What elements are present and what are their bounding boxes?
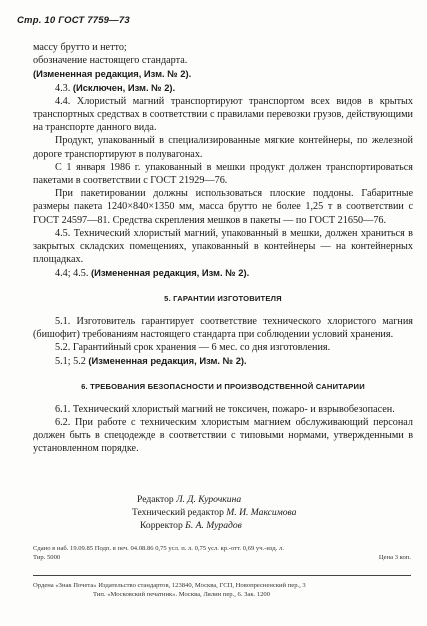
credit-editor: [132, 493, 362, 506]
document-body: [33, 41, 413, 456]
section-6-title: 6. ТРЕБОВАНИЯ БЕЗОПАСНОСТИ И ПРОИЗВОДСТВЕННОЙ САНИТАРИИ: [81, 381, 365, 391]
marking-line-gross-net: массу брутто и нетто;: [33, 42, 127, 53]
credit-proofreader: [132, 519, 362, 532]
revision-note-2-text: (Измененная редакция, Изм. № 2).: [90, 267, 250, 279]
imprint-dates: Сдано в наб. 19.09.85 Подп. в печ. 04.08.86 0,75 усл. п. л. 0,75 усл. кр.-отт. 0,69 уч.-изд. л.: [33, 545, 284, 552]
revision-note-3-text: (Измененная редакция, Изм. № 2).: [88, 355, 247, 367]
credit-tech-editor-name: М. И. Максимова: [226, 507, 297, 518]
revision-note-2: [33, 266, 413, 280]
revision-note-3: [33, 354, 413, 368]
credit-proofreader-role: Корректор: [140, 520, 183, 531]
page-header: Стр. 10 ГОСТ 7759—73: [17, 15, 130, 26]
clause-4-3-text: (Исключен, Изм. № 2).: [72, 81, 176, 93]
imprint-row-circulation: [33, 554, 411, 563]
publisher-line: Ордена «Знак Почета» Издательство стандартов, 123840, Москва, ГСП, Новопресненский пер., 3: [33, 582, 306, 589]
print-imprint: [33, 545, 411, 562]
editorial-credits: [132, 493, 362, 532]
credit-tech-editor-role: Технический редактор: [132, 507, 224, 518]
section-5-title: 5. ГАРАНТИИ ИЗГОТОВИТЕЛЯ: [164, 293, 282, 303]
publisher-info: [33, 581, 413, 599]
credit-editor-role: Редактор: [137, 494, 174, 505]
clause-5-2: 5.2. Гарантийный срок хранения — 6 мес. со дня изготовления.: [55, 342, 331, 354]
imprint-divider: [33, 575, 411, 576]
credit-tech-editor: [132, 506, 362, 519]
paragraph-containers: Продукт, упакованный в специализированные мягкие контейнеры, по железной дороге транспортируют в полувагонах.: [33, 135, 413, 160]
clause-6-2: 6.2. При работе с техническим хлористым магнием обслуживающий персонал должен быть в спецодежде в соответствии с типовыми нормами, утвержденными в установленном порядке.: [33, 417, 413, 455]
imprint-price: Цена 3 коп.: [378, 553, 411, 561]
revision-note-1: (Измененная редакция, Изм. № 2).: [33, 68, 192, 80]
printer-line: Тип. «Московский печатник». Москва, Лялин пер., 6. Зак. 1200: [93, 591, 271, 598]
imprint-row-dates: [33, 545, 411, 554]
clause-6-1: 6.1. Технический хлористый магний не токсичен, пожаро- и взрывобезопасен.: [55, 403, 395, 415]
clause-4-3-number: 4.3.: [55, 82, 71, 94]
clause-4-5: 4.5. Технический хлористый магний, упакованный в мешки, должен храниться в закрытых складских помещениях, упакованный в контейнеры — на контейнерных площадках.: [33, 227, 413, 266]
clause-4-4: 4.4. Хлористый магний транспортируют транспортом всех видов в крытых транспортных средствах в соответствии с правилами перевозки грузов, действующими на транспорте данного вида.: [33, 95, 413, 134]
marking-line-standard: обозначение настоящего стандарта.: [33, 55, 188, 67]
clause-4-3: [33, 81, 413, 95]
credit-editor-name: Л. Д. Курочкина: [176, 494, 242, 505]
clause-5-1: 5.1. Изготовитель гарантирует соответствие технического хлористого магния (бишофит) требованиям настоящего стандарта при соблюдении условий хранения.: [33, 315, 413, 341]
revision-note-2-clauses: 4.4; 4.5.: [55, 268, 89, 280]
imprint-circulation: Тир. 5000: [33, 553, 61, 561]
revision-note-3-clauses: 5.1; 5.2: [55, 356, 86, 368]
paragraph-pallets: При пакетировании должны использоваться плоские поддоны. Габаритные размеры пакета 1240×840×1350 мм, масса брутто не более 1,25 т в соответствии с ГОСТ 24597—81. Средства скрепления мешков в пакеты — по ГОСТ 21650—76.: [33, 188, 413, 226]
credit-proofreader-name: Б. А. Мурадов: [185, 520, 242, 531]
paragraph-1986: С 1 января 1986 г. упакованный в мешки продукт должен транспортироваться пакетами в соответствии с ГОСТ 21929—76.: [33, 161, 413, 187]
